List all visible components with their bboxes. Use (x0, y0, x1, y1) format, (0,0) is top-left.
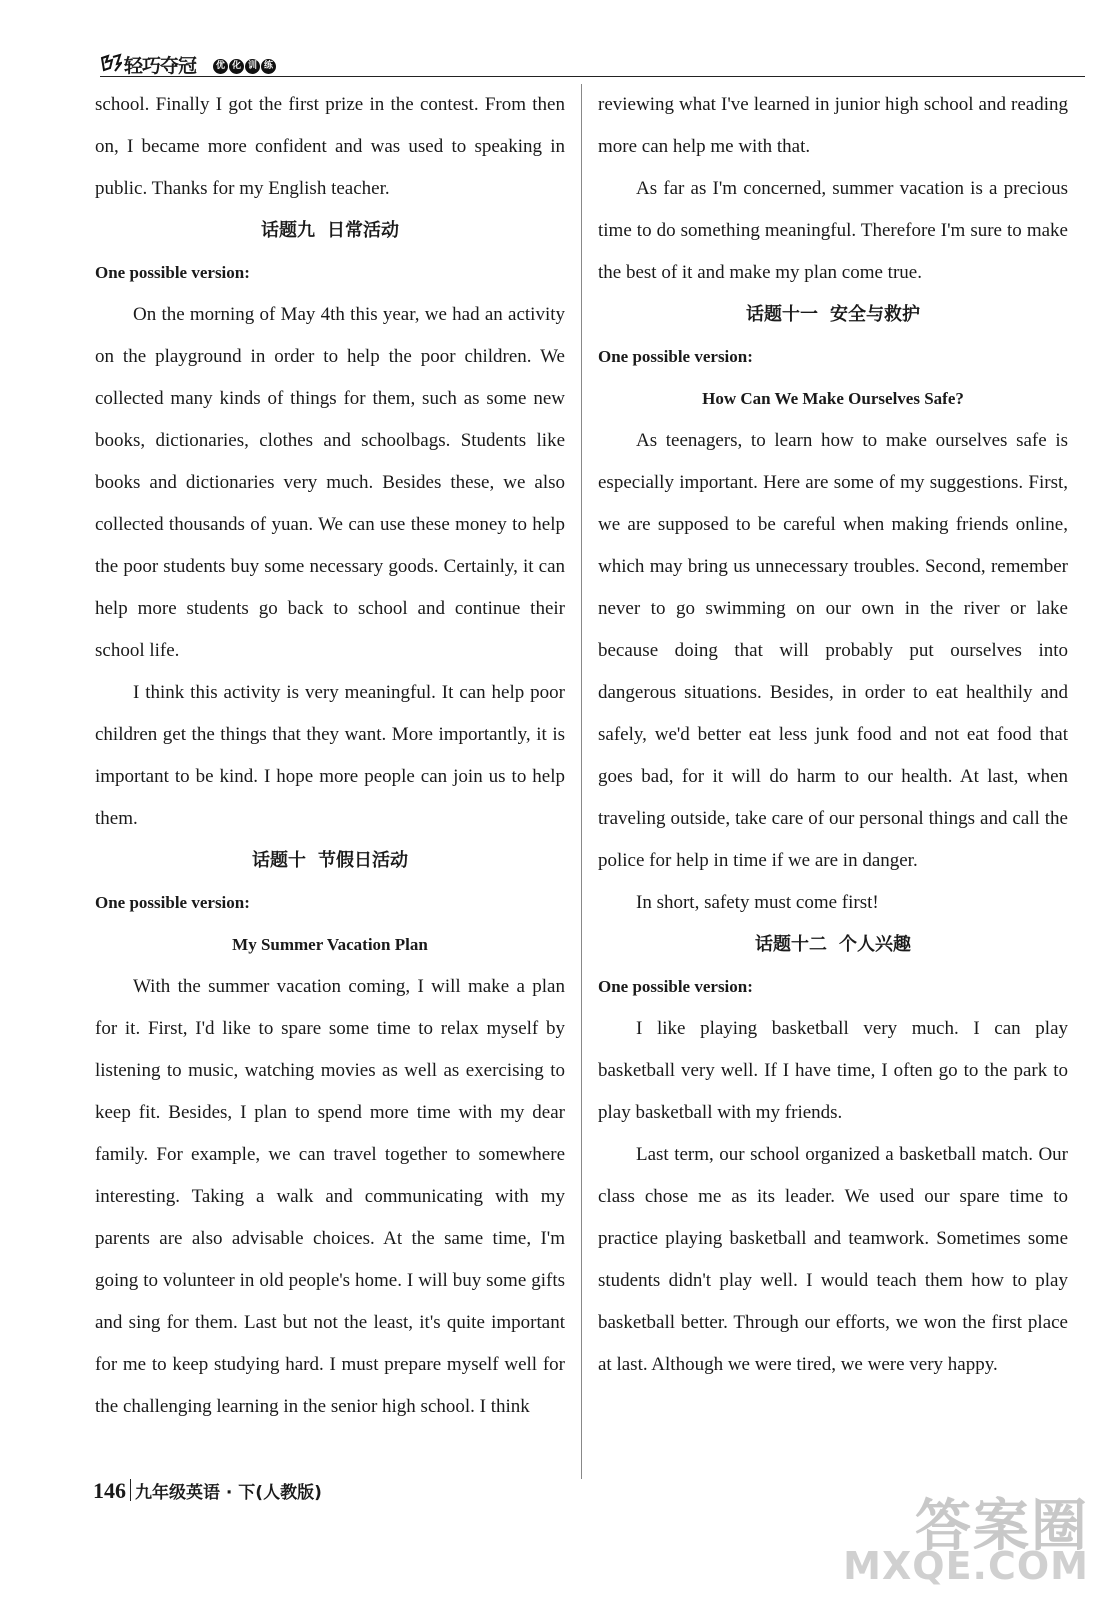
book-title: 九年级英语 · 下(人教版) (135, 1483, 322, 1503)
brand-tag: 练 (261, 59, 276, 74)
essay-paragraph: In short, safety must come first! (636, 892, 879, 913)
page-header (100, 50, 1085, 80)
essay-title: My Summer Vacation Plan (232, 935, 428, 954)
essay-paragraph: As far as I'm concerned, summer vacation is a precious time to do something meaningful. Therefore I'm sure to make the best of it and make my plan come true. (598, 178, 1068, 283)
watermark-text: 答案圈 (915, 1494, 1089, 1559)
topic-number: 话题九 (261, 220, 315, 241)
topic-name: 日常活动 (327, 220, 399, 241)
topic-number: 话题十 (252, 850, 306, 871)
essay-title: How Can We Make Ourselves Safe? (702, 389, 964, 408)
essay-paragraph: With the summer vacation coming, I will make a plan for it. First, I'd like to spare some time to relax myself by listening to music, watching movies as well as exercising to keep fit. Besides, I plan to spend more time with my dear family. For example, we can travel together to somewhere interesting. Taking a walk and communicating with my parents are also advisable choices. At the same time, I'm going to volunteer in old people's home. I will buy some gifts and sing for them. Last but not the least, it's quite important for me to keep studying hard. I must prepare myself well for the challenging learning in the senior high school. I think (95, 976, 565, 1417)
header-rule (100, 76, 1085, 77)
continued-paragraph: school. Finally I got the first prize in the contest. From then on, I became more confident and was used to speaking in public. Thanks for my English teacher. (95, 94, 565, 199)
essay-paragraph: I think this activity is very meaningful. It can help poor children get the things that they want. More importantly, it is important to be kind. I hope more people can join us to help them. (95, 682, 565, 829)
version-label: One possible version: (95, 893, 250, 912)
topic-name: 安全与救护 (830, 304, 920, 325)
version-label: One possible version: (598, 977, 753, 996)
page-footer (93, 1478, 322, 1508)
topic-number: 话题十一 (746, 304, 818, 325)
essay-paragraph: Last term, our school organized a basketball match. Our class chose me as its leader. We used our spare time to practice playing basketball and teamwork. Sometimes some students didn't play well. I would teach them how to play basketball better. Through our efforts, we won the first place at last. Although we were tired, we were very happy. (598, 1144, 1068, 1375)
brand-name: 轻巧夺冠 (124, 55, 197, 77)
brand-tag: 优 (213, 59, 228, 74)
page-number: 146 (93, 1478, 126, 1503)
right-column (598, 84, 1068, 1386)
continued-paragraph: reviewing what I've learned in junior high school and reading more can help me with that. (598, 94, 1068, 157)
footer-separator (130, 1479, 131, 1501)
topic-number: 话题十二 (755, 934, 827, 955)
column-divider (581, 84, 582, 1479)
essay-paragraph: On the morning of May 4th this year, we had an activity on the playground in order to help the poor children. We collected many kinds of things for them, such as some new books, dictionaries, clothes and schoolbags. Students like books and dictionaries very much. Besides these, we also collected thousands of yuan. We can use these money to help the poor students buy some necessary goods. Certainly, it can help more students go back to school and continue their school life. (95, 304, 565, 661)
version-label: One possible version: (95, 263, 250, 282)
topic-heading (95, 840, 565, 882)
topic-heading (598, 294, 1068, 336)
essay-paragraph: As teenagers, to learn how to make ourselves safe is especially important. Here are some of my suggestions. First, we are supposed to be careful when making friends online, which may bring us unnecessary troubles. Second, remember never to go swimming on our own in the river or lake because doing that will probably put ourselves into dangerous situations. Besides, in order to eat healthily and safely, we'd better eat less junk food and not eat food that goes bad, for it will do harm to our health. At last, when traveling outside, take care of our personal things and call the police for help in time if we are in danger. (598, 430, 1068, 871)
brand-tag: 化 (229, 59, 244, 74)
topic-name: 个人兴趣 (839, 934, 911, 955)
topic-name: 节假日活动 (318, 850, 408, 871)
watermark-domain: MXQE.COM (843, 1544, 1089, 1588)
topic-heading (95, 210, 565, 252)
version-label: One possible version: (598, 347, 753, 366)
brand-tag: 训 (245, 59, 260, 74)
essay-paragraph: I like playing basketball very much. I can play basketball very well. If I have time, I often go to the park to play basketball with my friends. (598, 1018, 1068, 1123)
brand-tags (213, 55, 277, 75)
brand-logo-icon (100, 52, 122, 74)
watermark (843, 1482, 1089, 1592)
left-column (95, 84, 565, 1428)
topic-heading (598, 924, 1068, 966)
